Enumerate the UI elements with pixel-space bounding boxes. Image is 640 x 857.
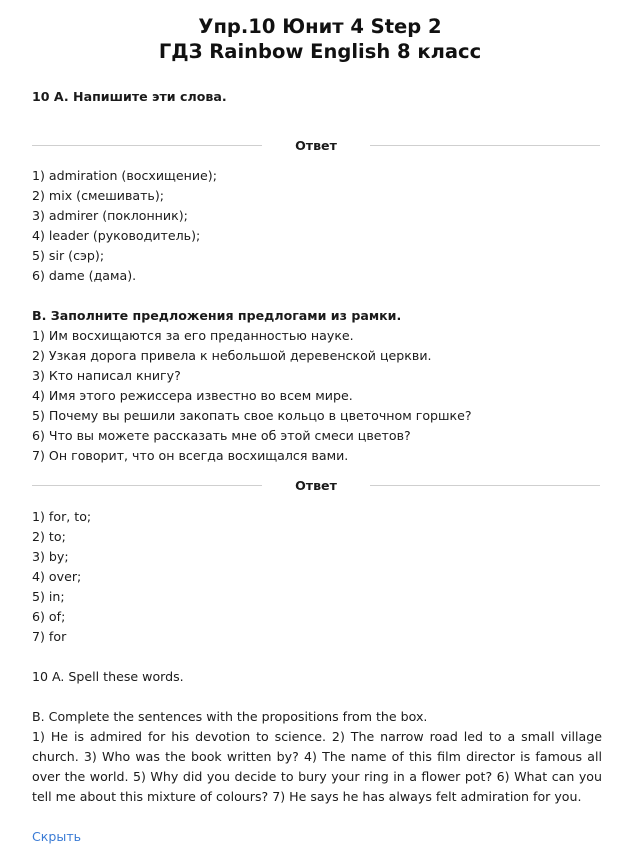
title-line-1: Упр.10 Юнит 4 Step 2 [198, 15, 442, 38]
answer-divider-b [32, 476, 600, 496]
translation-heading-b: B. Complete the sentences with the propositions from the box. [32, 709, 428, 724]
page-title [0, 0, 640, 64]
list-item: 3) by; [32, 549, 69, 564]
translation-heading-a: 10 A. Spell these words. [32, 669, 184, 684]
list-item: 4) leader (руководитель); [32, 228, 201, 243]
list-item: 6) dame (дама). [32, 268, 137, 283]
list-item: 1) for, to; [32, 509, 92, 524]
list-item: 6) Что вы можете рассказать мне об этой смеси цветов? [32, 428, 411, 443]
answer-label: Ответ [295, 478, 337, 493]
list-item: 1) admiration (восхищение); [32, 168, 217, 183]
page-header [0, 0, 640, 64]
list-item: 5) sir (сэр); [32, 248, 105, 263]
divider-line-right [370, 485, 600, 486]
translation-paragraph: 1) He is admired for his devotion to science. 2) The narrow road led to a small village church. 3) Who was the book written by? 4) The name of this film director is famous all over the world. 5) Why did you decide to bury your ring in a flower pot? 6) What can you tell me about this mixture of colours? 7) He says he has always felt admiration for you. [32, 729, 602, 804]
list-item: 3) admirer (поклонник); [32, 208, 188, 223]
divider-line-right [370, 145, 600, 146]
answer-divider-a [32, 136, 600, 156]
translation-task-a [32, 667, 600, 687]
title-line-2: ГДЗ Rainbow English 8 класс [158, 40, 482, 63]
list-item: 2) to; [32, 529, 66, 544]
answer-label: Ответ [295, 138, 337, 153]
list-item: 2) mix (смешивать); [32, 188, 165, 203]
list-item: 1) Им восхищаются за его преданностью науке. [32, 328, 354, 343]
list-item: 6) of; [32, 609, 66, 624]
hide-link[interactable]: Скрыть [32, 829, 82, 844]
translation-task-b-heading-block [32, 707, 600, 727]
list-item: 7) Он говорит, что он всегда восхищался вами. [32, 448, 349, 463]
list-item: 4) over; [32, 569, 82, 584]
task-a-block [32, 87, 600, 107]
answer-b-list [32, 507, 600, 647]
list-item: 7) for [32, 629, 67, 644]
list-item: 5) in; [32, 589, 65, 604]
task-b-block [32, 306, 600, 466]
list-item: 2) Узкая дорога привела к небольшой деревенской церкви. [32, 348, 432, 363]
task-b-heading: B. Заполните предложения предлогами из рамки. [32, 308, 402, 323]
list-item: 4) Имя этого режиссера известно во всем мире. [32, 388, 353, 403]
answer-a-list [32, 166, 600, 286]
list-item: 3) Кто написал книгу? [32, 368, 181, 383]
task-a-heading: 10 A. Напишите эти слова. [32, 89, 227, 104]
list-item: 5) Почему вы решили закопать свое кольцо в цветочном горшке? [32, 408, 472, 423]
